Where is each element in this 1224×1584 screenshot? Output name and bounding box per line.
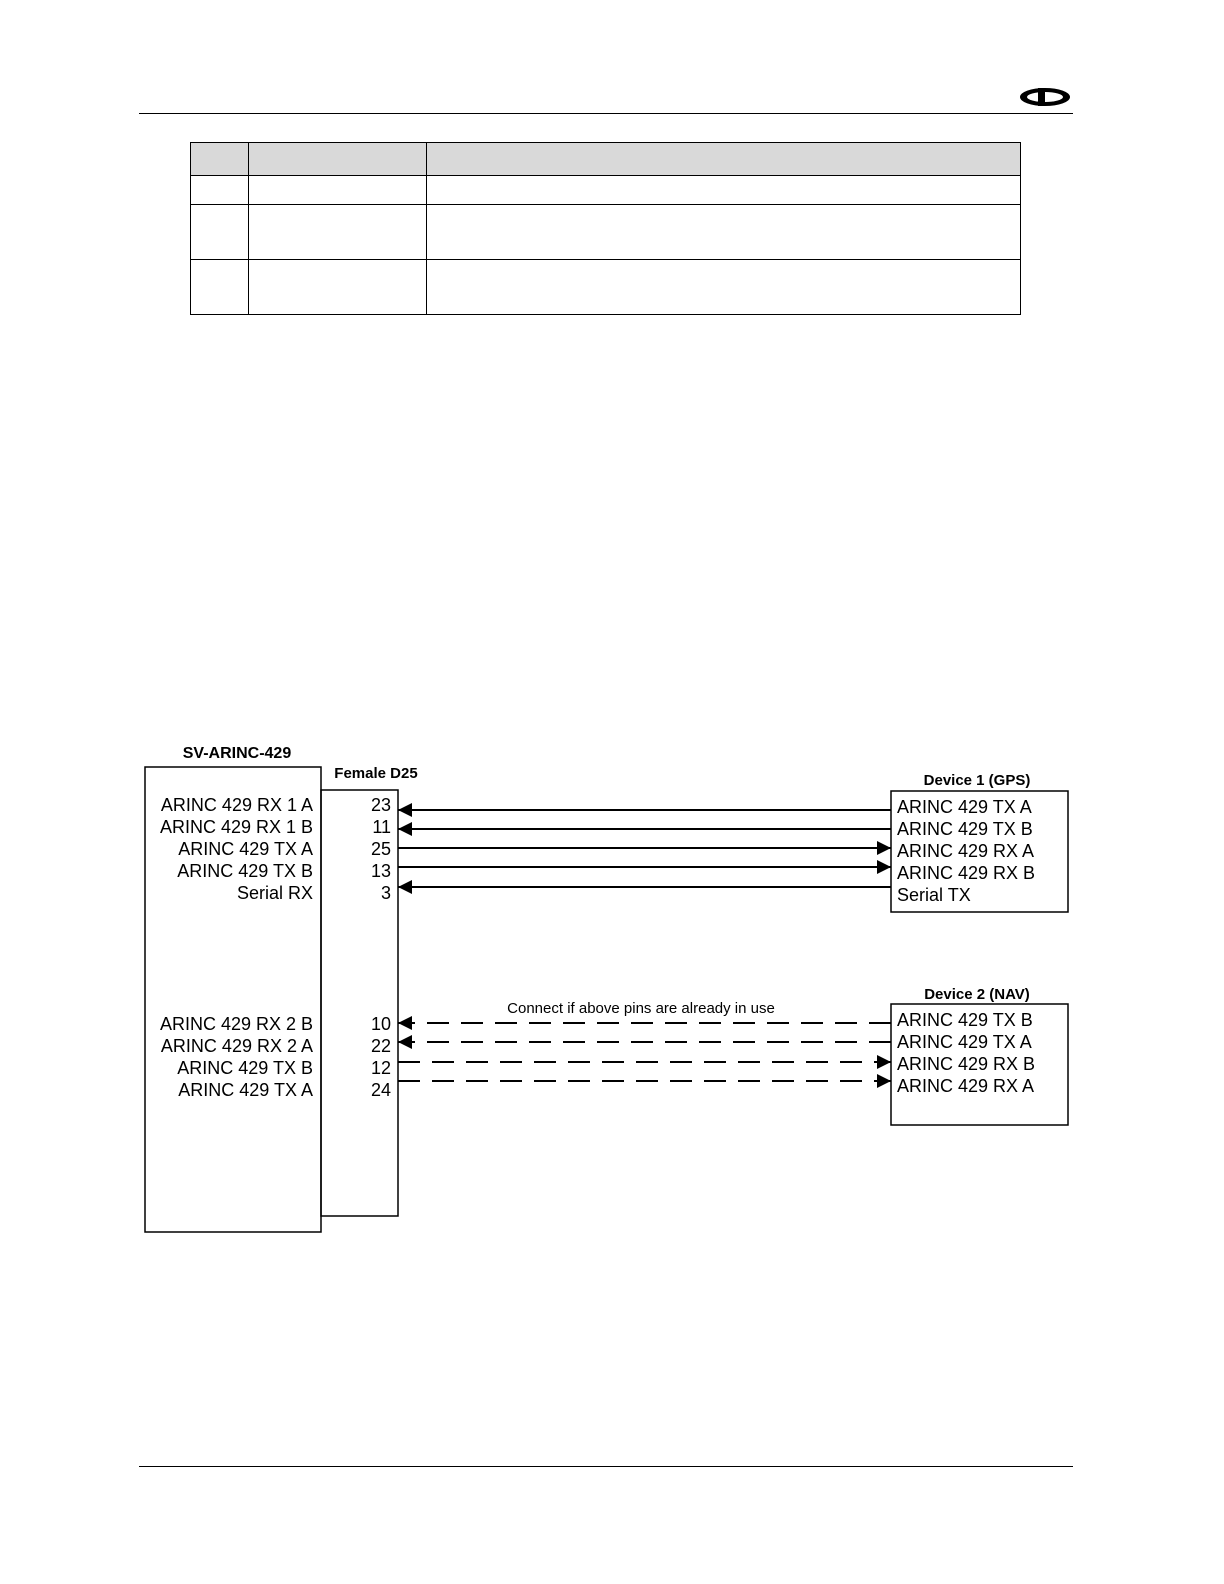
device1-signal-label: Serial TX (897, 885, 971, 905)
module-signal-label: ARINC 429 TX A (178, 1080, 313, 1100)
module-signal-label: Serial RX (236, 883, 313, 903)
device2-signal-label: ARINC 429 RX B (897, 1054, 1036, 1074)
module-signal-label: ARINC 429 TX A (178, 839, 313, 859)
device1-title: Device 1 (GPS) (923, 772, 1031, 789)
module-signal-label: ARINC 429 RX 2 A (160, 1036, 313, 1056)
device1-signal-label: ARINC 429 RX A (897, 841, 1035, 861)
connector-pin-number: 22 (370, 1036, 391, 1056)
device1-signal-label: ARINC 429 RX B (897, 863, 1036, 883)
footer-rule (139, 1466, 1073, 1467)
module-signal-label: ARINC 429 RX 2 B (159, 1014, 313, 1034)
connector-pin-number: 13 (370, 861, 391, 881)
module-signal-label: ARINC 429 RX 1 A (160, 795, 313, 815)
connector-title: Female D25 (334, 765, 418, 782)
device2-title: Device 2 (NAV) (924, 986, 1030, 1003)
connector-pin-number: 12 (370, 1058, 391, 1078)
module-signal-label: ARINC 429 TX B (177, 1058, 313, 1078)
module-signal-label: ARINC 429 TX B (177, 861, 313, 881)
device2-signal-label: ARINC 429 TX A (897, 1032, 1032, 1052)
device1-signal-label: ARINC 429 TX A (897, 797, 1032, 817)
optional-connection-note: Connect if above pins are already in use (507, 1000, 775, 1017)
device1-signal-label: ARINC 429 TX B (897, 819, 1033, 839)
connector-pin-number: 23 (370, 795, 391, 815)
connector-pin-number: 25 (370, 839, 391, 859)
module-title: SV-ARINC-429 (182, 745, 292, 762)
connector-pin-number: 3 (380, 883, 391, 903)
module-signal-label: ARINC 429 RX 1 B (159, 817, 313, 837)
connector-pin-number: 10 (370, 1014, 391, 1034)
device2-signal-label: ARINC 429 TX B (897, 1010, 1033, 1030)
connector-pin-number: 11 (372, 817, 391, 837)
device2-signal-label: ARINC 429 RX A (897, 1076, 1035, 1096)
connector-pin-number: 24 (370, 1080, 391, 1100)
